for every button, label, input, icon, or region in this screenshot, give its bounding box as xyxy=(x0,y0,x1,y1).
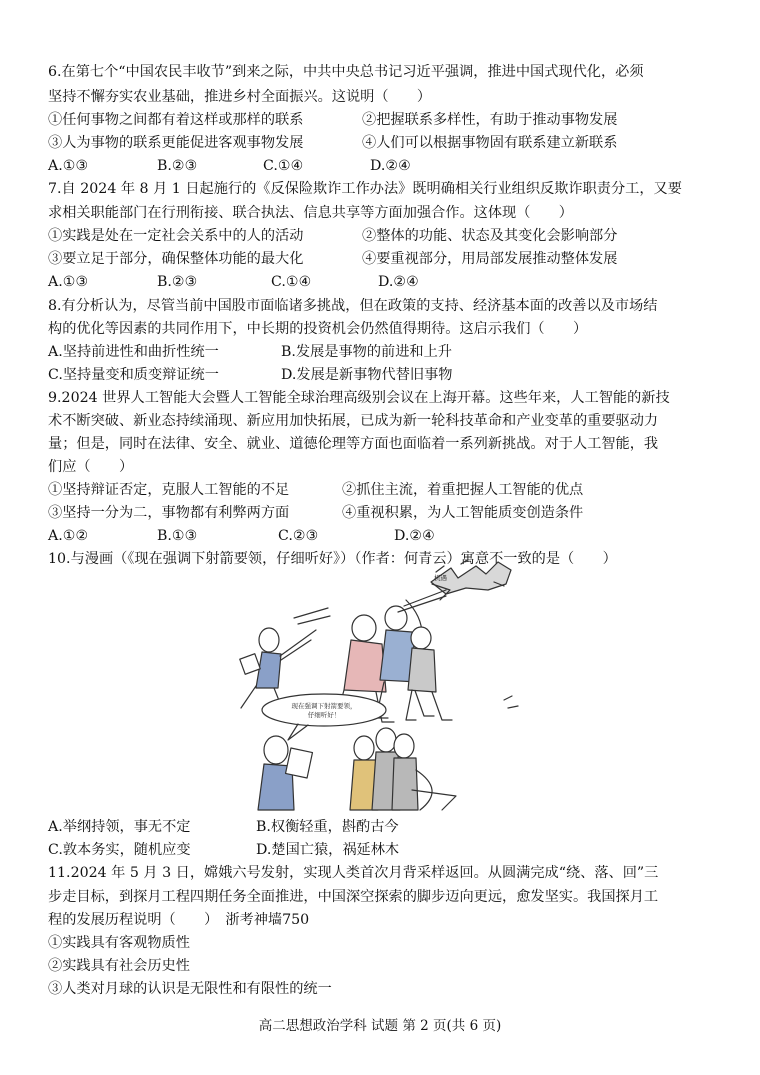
q7-statement-3: ③要立足于部分，确保整体功能的最大化 xyxy=(48,251,304,267)
q7-stem-line1: 7.自 2024 年 8 月 1 日起施行的《反保险欺诈工作办法》既明确相关行业组织反欺诈职责分工，又要 xyxy=(48,181,682,197)
q9-stem-line4: 们应（ ） xyxy=(48,459,134,475)
q8-stem-line2: 构的优化等因素的共同作用下，中长期的投资机会仍然值得期待。这启示我们（ ） xyxy=(48,321,588,337)
q11-stem-line3: 程的发展历程说明（ ） 浙考神墙750 xyxy=(48,912,310,928)
q8-option-a: A.坚持前进性和曲折性统一 xyxy=(48,344,219,360)
q9-option-b: B.①③ xyxy=(157,528,198,544)
q6-stem-line1: 6.在第七个“中国农民丰收节”到来之际，中共中央总书记习近平强调，推进中国式现代化，必须 xyxy=(48,64,644,80)
speech-bubble-line2: 仔细听好！ xyxy=(307,711,341,719)
q6-option-b: B.②③ xyxy=(157,158,198,174)
q10-stem: 10.与漫画（《现在强调下射箭要领，仔细听好》）（作者：何青云）寓意不一致的是（ ） xyxy=(48,551,617,567)
q11-statement-1: ①实践具有客观物质性 xyxy=(48,935,190,951)
q8-option-b: B.发展是事物的前进和上升 xyxy=(281,344,452,360)
q9-option-d: D.②④ xyxy=(394,528,435,544)
q9-option-c: C.②③ xyxy=(278,528,319,544)
q7-option-a: A.①③ xyxy=(48,274,89,290)
q6-statement-1: ①任何事物之间都有着这样或那样的联系 xyxy=(48,112,304,128)
q9-option-a: A.①② xyxy=(48,528,89,544)
q10-option-c: C.敦本务实，随机应变 xyxy=(48,842,191,858)
q7-option-b: B.②③ xyxy=(157,274,198,290)
q6-option-d: D.②④ xyxy=(370,158,411,174)
q6-option-a: A.①③ xyxy=(48,158,89,174)
q6-stem-line2: 坚持不懈夯实农业基础，推进乡村全面振兴。这说明（ ） xyxy=(48,89,432,105)
q11-stem-line2: 步走目标，到探月工程四期任务全面推进，中国深空探索的脚步迈向更远，愈发坚实。我国探月工 xyxy=(48,889,659,905)
q11-stem-line1: 11.2024 年 5 月 3 日，嫦娥六号发射，实现人类首次月背采样返回。从圆满完成“绕、落、回”三 xyxy=(48,865,659,881)
q9-statement-3: ③坚持一分为二，事物都有利弊两方面 xyxy=(48,505,290,521)
q10-option-d: D.楚国亡猿，祸延林木 xyxy=(256,842,400,858)
q9-statement-4: ④重视积累，为人工智能质变创造条件 xyxy=(342,505,584,521)
cartoon-tag-text: 机遇 xyxy=(434,574,447,582)
speech-bubble-line1: 现在强调下射箭要领， xyxy=(291,702,357,710)
q6-statement-3: ③人为事物的联系更能促进客观事物发展 xyxy=(48,135,304,151)
q7-statement-2: ②整体的功能、状态及其变化会影响部分 xyxy=(362,228,618,244)
page-footer: 高二思想政治学科 试题 第 2 页(共 6 页) xyxy=(258,1018,502,1034)
q9-statement-1: ①坚持辩证否定，克服人工智能的不足 xyxy=(48,482,290,498)
q9-statement-2: ②抓住主流，着重把握人工智能的优点 xyxy=(342,482,584,498)
q6-option-c: C.①④ xyxy=(263,158,304,174)
q10-option-b: B.权衡轻重，斟酌古今 xyxy=(256,819,399,835)
q7-stem-line2: 求相关职能部门在行刑衔接、联合执法、信息共享等方面加强合作。这体现（ ） xyxy=(48,205,573,221)
q8-option-c: C.坚持量变和质变辩证统一 xyxy=(48,367,219,383)
q7-statement-1: ①实践是处在一定社会关系中的人的活动 xyxy=(48,228,304,244)
q7-option-d: D.②④ xyxy=(378,274,419,290)
q6-statement-4: ④人们可以根据事物固有联系建立新联系 xyxy=(362,135,618,151)
q9-stem-line1: 9.2024 世界人工智能大会暨人工智能全球治理高级别会议在上海开幕。这些年来，人工智能的新技 xyxy=(48,390,670,406)
q6-statement-2: ②把握联系多样性，有助于推动事物发展 xyxy=(362,112,618,128)
q8-option-d: D.发展是新事物代替旧事物 xyxy=(281,367,453,383)
q11-statement-2: ②实践具有社会历史性 xyxy=(48,958,190,974)
q7-option-c: C.①④ xyxy=(271,274,312,290)
q9-stem-line3: 量；但是，同时在法律、安全、就业、道德伦理等方面也面临着一系列新挑战。对于人工智能，我 xyxy=(48,436,659,452)
q7-statement-4: ④要重视部分，用局部发展推动整体发展 xyxy=(362,251,618,267)
q9-stem-line2: 术不断突破、新业态持续涌现、新应用加快拓展，已成为新一轮科技革命和产业变革的重要驱动力 xyxy=(48,413,659,429)
cartoon-illustration xyxy=(236,560,526,815)
q11-statement-3: ③人类对月球的认识是无限性和有限性的统一 xyxy=(48,981,332,997)
q10-option-a: A.举纲持领，事无不定 xyxy=(48,819,191,835)
q8-stem-line1: 8.有分析认为，尽管当前中国股市面临诸多挑战，但在政策的支持、经济基本面的改善以及市场结 xyxy=(48,298,658,314)
